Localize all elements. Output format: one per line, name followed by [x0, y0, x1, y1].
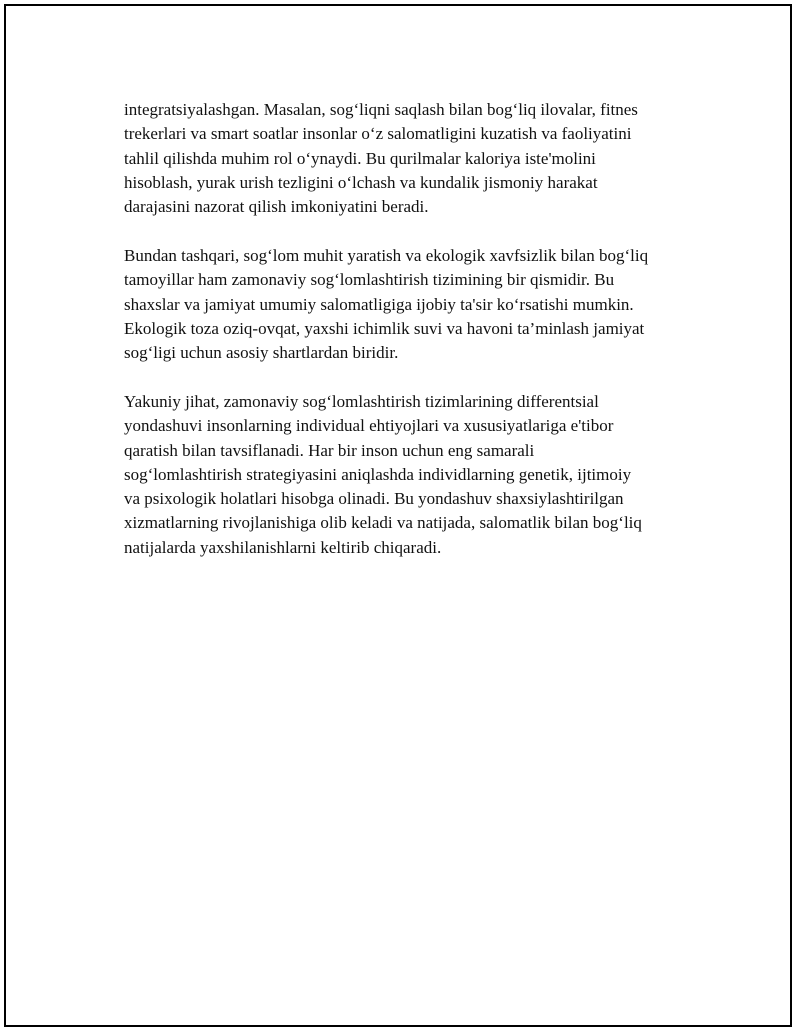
text-line: trekerlari va smart soatlar insonlar o‘z salomatligini kuzatish va faoliyatini [124, 124, 632, 144]
text-line: shaxslar va jamiyat umumiy salomatligiga ijobiy ta'sir ko‘rsatishi mumkin. [124, 294, 634, 314]
page-border [4, 4, 792, 1027]
text-line: va psixologik holatlari hisobga olinadi. Bu yondashuv shaxsiylashtirilgan [124, 489, 624, 509]
text-line: tamoyillar ham zamonaviy sog‘lomlashtirish tizimining bir qismidir. Bu [124, 270, 615, 290]
text-line: yondashuvi insonlarning individual ehtiyojlari va xususiyatlariga e'tibor [124, 416, 614, 436]
text-line: tahlil qilishda muhim rol o‘ynaydi. Bu qurilmalar kaloriya iste'molini [124, 148, 596, 168]
text-line: qaratish bilan tavsiflanadi. Har bir inson uchun eng samarali [124, 440, 535, 460]
document-body [124, 98, 724, 585]
text-line: xizmatlarning rivojlanishiga olib keladi va natijada, salomatlik bilan bog‘liq [124, 513, 642, 533]
text-line: Yakuniy jihat, zamonaviy sog‘lomlashtirish tizimlarining differentsial [124, 391, 599, 411]
text-line: hisoblash, yurak urish tezligini o‘lchash va kundalik jismoniy harakat [124, 172, 598, 192]
text-line: sog‘lomlashtirish strategiyasini aniqlashda individlarning genetik, ijtimoiy [124, 464, 632, 484]
text-line: Bundan tashqari, sog‘lom muhit yaratish va ekologik xavfsizlik bilan bog‘liq [124, 245, 649, 265]
paragraph-2 [124, 244, 724, 365]
text-line: darajasini nazorat qilish imkoniyatini beradi. [124, 197, 429, 217]
paragraph-3 [124, 390, 724, 560]
text-line: natijalarda yaxshilanishlarni keltirib chiqaradi. [124, 537, 442, 557]
text-line: Ekologik toza oziq-ovqat, yaxshi ichimlik suvi va havoni ta’minlash jamiyat [124, 318, 645, 338]
paragraph-1 [124, 98, 724, 219]
text-line: integratsiyalashgan. Masalan, sog‘liqni saqlash bilan bog‘liq ilovalar, fitnes [124, 100, 638, 119]
text-line: sog‘ligi uchun asosiy shartlardan biridir. [124, 343, 399, 363]
